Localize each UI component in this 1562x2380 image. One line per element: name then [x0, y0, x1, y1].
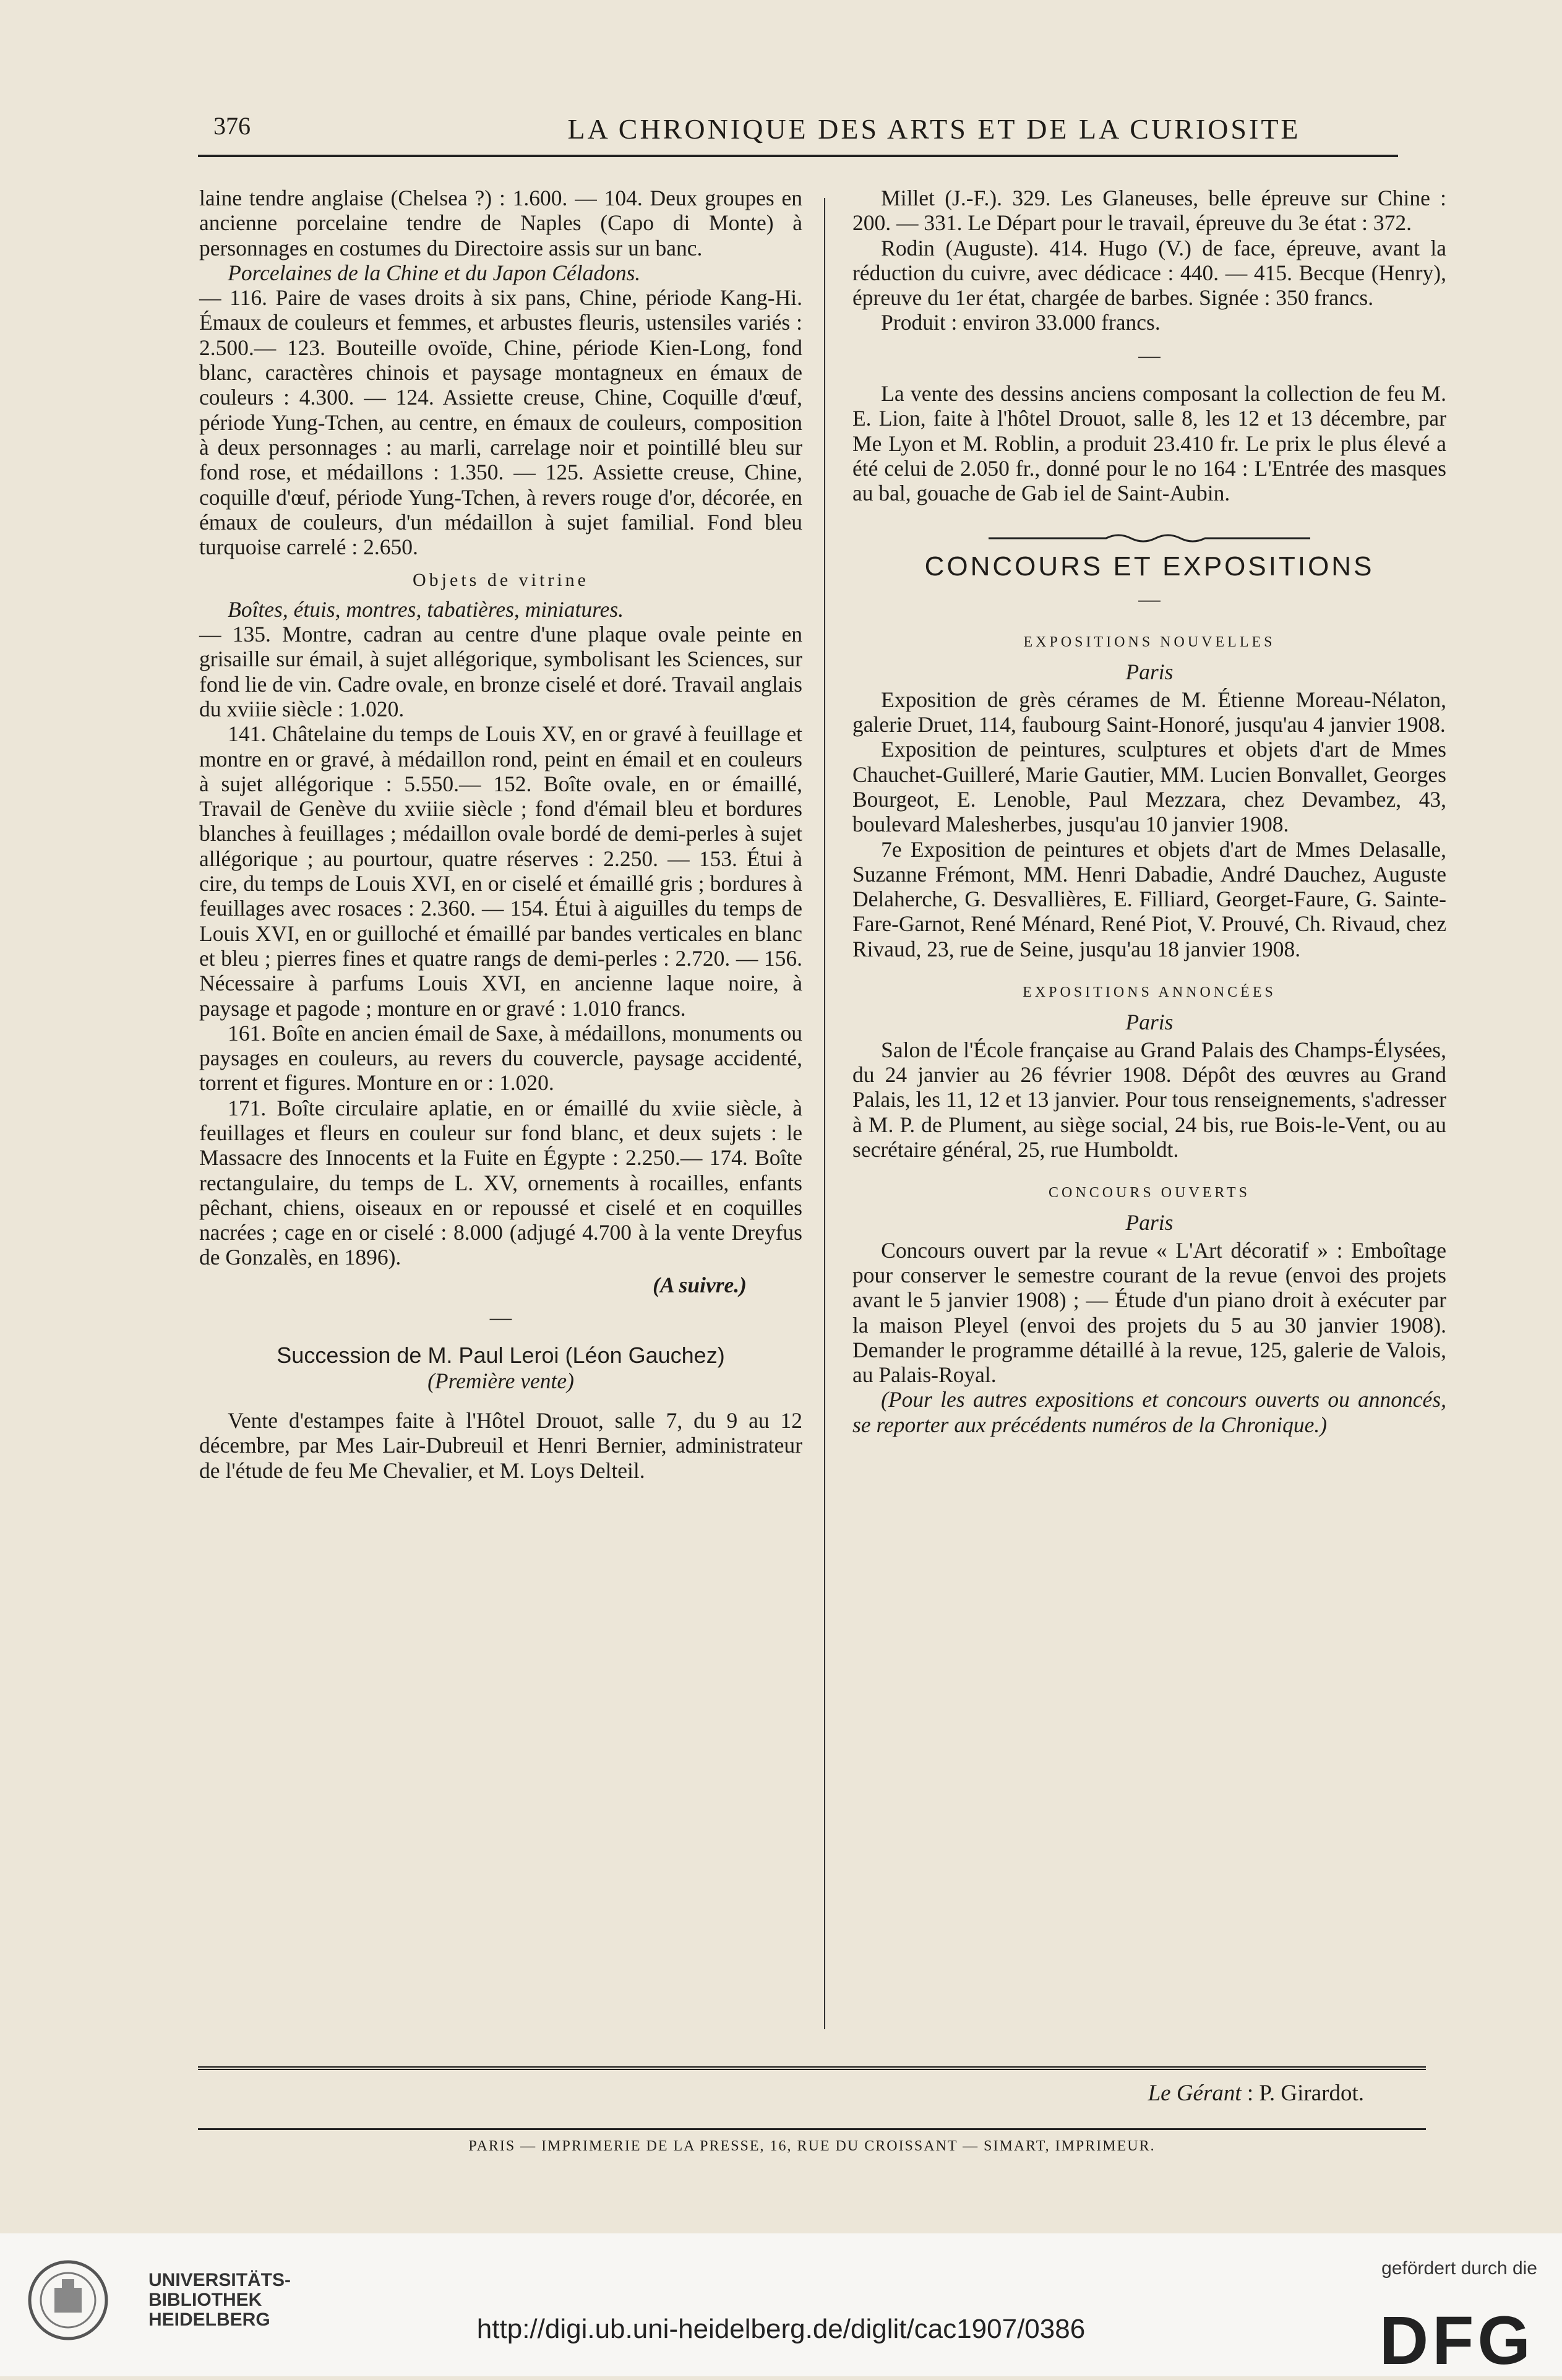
section-heading: —: [489, 1305, 512, 1330]
paragraph: laine tendre anglaise (Chelsea ?) : 1.600. — 104. Deux groupes en ancienne porcelaine tendre de Naples (Capo di Monte) à personnages en costumes du Directoire assis sur un banc.: [199, 186, 802, 260]
bottom-double-rule: [198, 2066, 1426, 2076]
section-heading: CONCOURS OUVERTS: [1049, 1185, 1250, 1201]
funded-by-label: gefördert durch die: [1381, 2258, 1537, 2279]
section-heading: EXPOSITIONS ANNONCÉES: [1023, 984, 1276, 1001]
section-heading: EXPOSITIONS NOUVELLES: [1023, 634, 1276, 651]
paragraph: 7e Exposition de peintures et objets d'art de Mmes Delasalle, Suzanne Frémont, MM. Henri Dabadie, André Dauchez, Auguste Delaherche, G. Desvallières, E. Filliard, Georget-Faure, G. Sainte-Fare-Garnot, René Ménard, René Piot, V. Prouvé, Ch. Rivaud, chez Rivaud, 23, rue de Seine, jusqu'au 18 janvier 1908.: [852, 836, 1446, 961]
paragraph: (Pour les autres expositions et concours ouverts ou annoncés, se reporter aux précédents numéros de la Chronique.): [852, 1387, 1446, 1437]
imprint-rule: [198, 2128, 1426, 2130]
page-header: [198, 93, 1398, 148]
section-heading: Succession de M. Paul Leroi (Léon Gauchez): [277, 1343, 725, 1368]
paragraph: Salon de l'École française au Grand Palais des Champs-Élysées, du 24 janvier au 26 février 1908. Dépôt des œuvres au Grand Palais, les 11, 12 et 13 janvier. Pour tous renseignements, s'adresser à M. P. de Plument, au siège social, 24 bis, rue Bois-le-Vent, ou au secrétaire général, 25, rue Humboldt.: [852, 1037, 1446, 1162]
university-name-line: HEIDELBERG: [148, 2309, 270, 2330]
imprint: PARIS — IMPRIMERIE DE LA PRESSE, 16, RUE DU CROISSANT — SIMART, IMPRIMEUR.: [468, 2138, 1156, 2154]
ornament-divider: [852, 525, 1446, 543]
paragraph: 171. Boîte circulaire aplatie, en or émaillé du xviie siècle, à feuillages et fleurs en couleur sur fond blanc, et deux sujets : le Massacre des Innocents et la Fuite en Égypte : 2.250.— 174. Boîte rectangulaire, du temps de L. XV, ornements à rocailles, enfants pêchant, chiens, oiseaux en or repoussé et ciselé et en coquilles nacrées ; cage en or ciselé : 8.000 (adjugé 4.700 à la vente Dreyfus de Gonzalès, en 1896).: [199, 1095, 802, 1270]
section-heading: (A suivre.): [653, 1272, 747, 1297]
paragraph: 141. Châtelaine du temps de Louis XV, en or gravé à feuillage et montre en or gravé, à médaillon rond, peint en émail et en couleurs à sujet allégorique : 5.550.— 152. Boîte ovale, en or émaillé, Travail de Genève du xviiie siècle ; fond d'émail bleu et bordures blanches à feuillages ; médaillon ovale bordé de demi-perles à sujet allégorique ; au pourtour, quatre réserves : 2.250. — 153. Étui à cire, du temps de Louis XVI, en or ciselé et émaillé gris ; bordures à feuillages avec rosaces : 2.360. — 154. Étui à aiguilles du temps de Louis XVI, en or guilloché et émaillé par bandes verticales en blanc et bleu ; pierres fines et quatre rangs de demi-perles : 2.720. — 156. Nécessaire à parfums Louis XVI, en ancienne laque noire, à paysage et pagode ; monture en or gravé : 1.010 francs.: [199, 721, 802, 1021]
header-rule: [198, 155, 1398, 157]
paragraph: Millet (J.-F.). 329. Les Glaneuses, belle épreuve sur Chine : 200. — 331. Le Départ pour le travail, épreuve du 3e état : 372.: [852, 186, 1446, 236]
section-heading: Paris: [1125, 1210, 1174, 1235]
section-heading: CONCOURS ET EXPOSITIONS: [924, 551, 1375, 582]
paragraph: — 135. Montre, cadran au centre d'une plaque ovale peinte en grisaille sur émail, à sujet allégorique, symbolisant les Sciences, sur fond lie de vin. Cadre ovale, en bronze ciselé et doré. Travail anglais du xviiie siècle : 1.020.: [199, 622, 802, 721]
gerant-line: [1148, 2080, 1364, 2107]
paragraph: — 116. Paire de vases droits à six pans, Chine, période Kang-Hi. Émaux de couleurs et femmes, et arbustes fleuris, ustensiles variés : 2.500.— 123. Bouteille ovoïde, Chine, période Kien-Long, fond blanc, caractères chinois et paysage montagneux en émaux de couleurs : 4.300. — 124. Assiette creuse, Chine, Coquille d'œuf, période Yung-Tchen, au centre, en émaux de couleurs, composition à deux personnages : au marli, carrelage noir et pointillé bleu sur fond rose, et médaillons : 1.350. — 125. Assiette creuse, Chine, coquille d'œuf, période Yung-Tchen, à revers rouge d'or, décorée, en émaux de couleurs, d'un médaillon à sujet familial. Fond bleu turquoise carrelé : 2.650.: [199, 285, 802, 560]
left-column: [199, 186, 802, 1483]
running-title: LA CHRONIQUE DES ARTS ET DE LA CURIOSITE: [567, 113, 1301, 145]
paragraph: Boîtes, étuis, montres, tabatières, miniatures.: [228, 596, 624, 622]
section-heading: Paris: [1125, 659, 1174, 685]
dfg-logo: DFG: [1379, 2303, 1534, 2379]
page-number: 376: [213, 112, 251, 140]
paragraph: La vente des dessins anciens composant la collection de feu M. E. Lion, faite à l'hôtel Drouot, salle 8, les 12 et 13 décembre, par Me Lyon et M. Roblin, a produit 23.410 fr. Le prix le plus élevé a été celui de 2.050 fr., donné pour le no 164 : L'Entrée des masques au bal, gouache de Gab iel de Saint-Aubin.: [852, 381, 1446, 506]
section-heading: —: [1138, 586, 1161, 611]
section-heading: (Première vente): [427, 1368, 574, 1393]
university-name-line: BIBLIOTHEK: [148, 2290, 262, 2310]
paragraph: Exposition de grès cérames de M. Étienne Moreau-Nélaton, galerie Druet, 114, faubourg Saint-Honoré, jusqu'au 4 janvier 1908.: [852, 687, 1446, 737]
digital-library-url[interactable]: http://digi.ub.uni-heidelberg.de/diglit/cac1907/0386: [476, 2314, 1086, 2344]
gerant-label: Le Gérant: [1148, 2081, 1242, 2106]
section-heading: —: [1138, 342, 1161, 367]
paragraph: Vente d'estampes faite à l'Hôtel Drouot, salle 7, du 9 au 12 décembre, par Mes Lair-Dubreuil et Henri Bernier, administrateur de l'étude de feu Me Chevalier, et M. Loys Delteil.: [199, 1407, 802, 1483]
paragraph: Rodin (Auguste). 414. Hugo (V.) de face, épreuve, avant la réduction du cuivre, avec dédicace : 440. — 415. Becque (Henry), épreuve du 1er état, chargée de barbes. Signée : 350 francs.: [852, 235, 1446, 311]
paragraph: 161. Boîte en ancien émail de Saxe, à médaillons, monuments ou paysages en couleurs, au revers du couvercle, paysage accidenté, torrent et figures. Monture en or : 1.020.: [199, 1020, 802, 1096]
paragraph: Porcelaines de la Chine et du Japon Céladons.: [228, 260, 641, 285]
paragraph: Produit : environ 33.000 francs.: [881, 310, 1161, 335]
section-heading: Paris: [1125, 1010, 1174, 1035]
column-divider: [824, 198, 825, 2029]
gerant-name: : P. Girardot.: [1247, 2081, 1364, 2106]
section-heading: Objets de vitrine: [413, 570, 589, 591]
right-column: [852, 186, 1446, 1437]
paragraph: Concours ouvert par la revue « L'Art décoratif » : Emboîtage pour conserver le semestre courant de la revue (envoi des projets avant le 5 janvier 1908) ; — Étude d'un piano droit à exécuter par la maison Pleyel (envoi des projets du 5 au 30 janvier 1908). Demander le programme détaillé à la revue, 125, galerie de Valois, au Palais-Royal.: [852, 1237, 1446, 1388]
paragraph: Exposition de peintures, sculptures et objets d'art de Mmes Chauchet-Guilleré, Marie Gautier, MM. Lucien Bonvallet, Georges Bourgeot, E. Lenoble, Paul Mezzara, chez Devambez, 43, boulevard Malesherbes, jusqu'au 10 janvier 1908.: [852, 737, 1446, 837]
university-name-line: UNIVERSITÄTS-: [148, 2270, 291, 2290]
